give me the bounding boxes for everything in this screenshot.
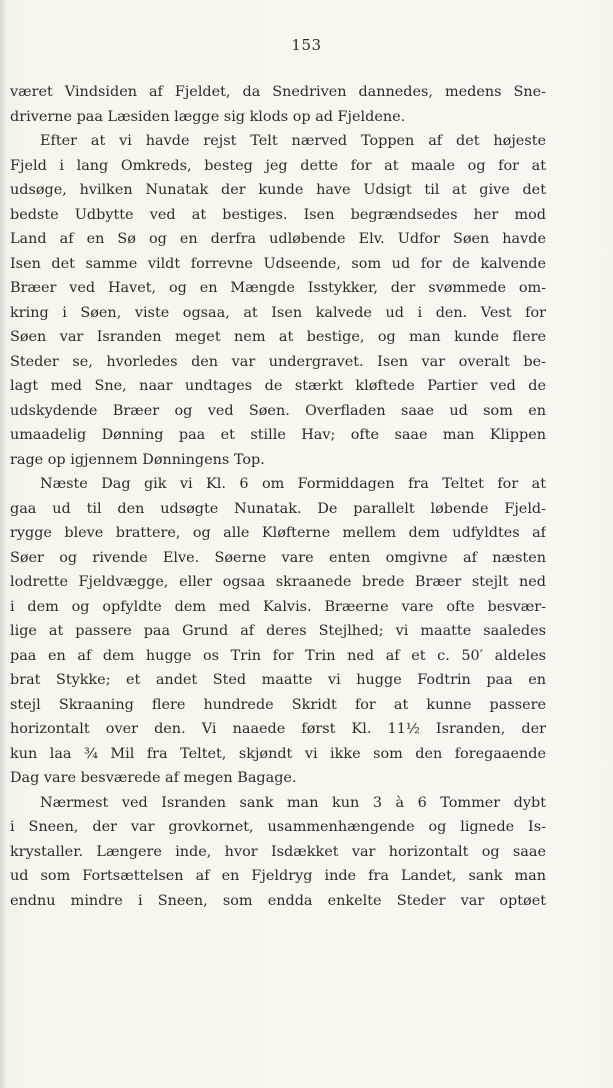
text-line: endnu mindre i Sneen, som endda enkelte Steder var optøet — [10, 892, 546, 909]
text-line: lige at passere paa Grund af deres Stejlhed; vi maatte saaledes — [10, 623, 546, 639]
text-line: Steder se, hvorledes den var undergravet. Isen var overalt be- — [10, 353, 546, 370]
paragraph-start-line: Nærmest ved Isranden sank man kun 3 à 6 Tommer dybt — [40, 794, 546, 811]
page-number: 153 — [291, 36, 322, 54]
text-line: horizontalt over den. Vi naaede først Kl. 11½ Isranden, der — [10, 721, 546, 737]
text-line: lagt med Sne, naar undtages de stærkt kløftede Partier ved de — [10, 378, 546, 394]
text-line: Fjeld i lang Omkreds, besteg jeg dette for at maale og for at — [10, 157, 546, 174]
text-line: ud som Fortsættelsen af en Fjeldryg inde fra Landet, sank man — [10, 868, 546, 884]
text-line: stejl Skraaning flere hundrede Skridt for at kunne passere — [10, 696, 546, 713]
text-line: udskydende Bræer og ved Søen. Overfladen saae ud som en — [10, 402, 546, 419]
text-line: kun laa ¾ Mil fra Teltet, skjøndt vi ikke som den foregaaende — [10, 745, 546, 762]
paragraph-start-line: Næste Dag gik vi Kl. 6 om Formiddagen fra Teltet for at — [40, 476, 546, 492]
text-line: Søer og rivende Elve. Søerne vare enten omgivne af næsten — [10, 549, 546, 566]
text-line: udsøge, hvilken Nunatak der kunde have Udsigt til at give det — [10, 182, 546, 198]
text-line: paa en af dem hugge os Trin for Trin ned af et c. 50′ aldeles — [10, 647, 546, 664]
text-line: kring i Søen, viste ogsaa, at Isen kalvede ud i den. Vest for — [10, 304, 546, 321]
text-line: bedste Udbytte ved at bestiges. Isen begrændsedes her mod — [10, 206, 546, 223]
text-line: lodrette Fjeldvægge, eller ogsaa skraanede brede Bræer stejlt ned — [10, 574, 546, 590]
text-line: Land af en Sø og en derfra udløbende Elv. Udfor Søen havde — [10, 231, 546, 247]
text-line: Isen det samme vildt forrevne Udseende, som ud for de kalvende — [10, 255, 546, 272]
text-line: i dem og opfyldte dem med Kalvis. Bræerne vare ofte besvær- — [10, 598, 546, 615]
page-binding-edge — [0, 0, 6, 1088]
text-line: gaa ud til den udsøgte Nunatak. De parallelt løbende Fjeld- — [10, 500, 546, 517]
text-line: Bræer ved Havet, og en Mængde Isstykker, der svømmede om- — [10, 280, 546, 296]
text-line: rygge bleve brattere, og alle Kløfterne mellem dem udfyldtes af — [10, 525, 546, 541]
text-line: i Sneen, der var grovkornet, usammenhængende og lignede Is- — [10, 819, 546, 835]
text-line: driverne paa Læsiden lægge sig klods op ad Fjeldene. — [10, 108, 406, 125]
text-line: været Vindsiden af Fjeldet, da Snedriven dannedes, medens Sne- — [10, 84, 546, 100]
paragraph-start-line: Efter at vi havde rejst Telt nærved Toppen af det højeste — [40, 133, 546, 149]
text-line: brat Stykke; et andet Sted maatte vi hugge Fodtrin paa en — [10, 672, 546, 688]
text-line: Søen var Isranden meget nem at bestige, og man kunde flere — [10, 329, 546, 345]
text-line: krystaller. Længere inde, hvor Isdækket var horizontalt og saae — [10, 843, 546, 860]
text-line: umaadelig Dønning paa et stille Hav; ofte saae man Klippen — [10, 427, 546, 443]
text-line: Dag vare besværede af megen Bagage. — [10, 770, 297, 786]
body-text — [10, 80, 546, 913]
text-line: rage op igjennem Dønningens Top. — [10, 451, 265, 468]
